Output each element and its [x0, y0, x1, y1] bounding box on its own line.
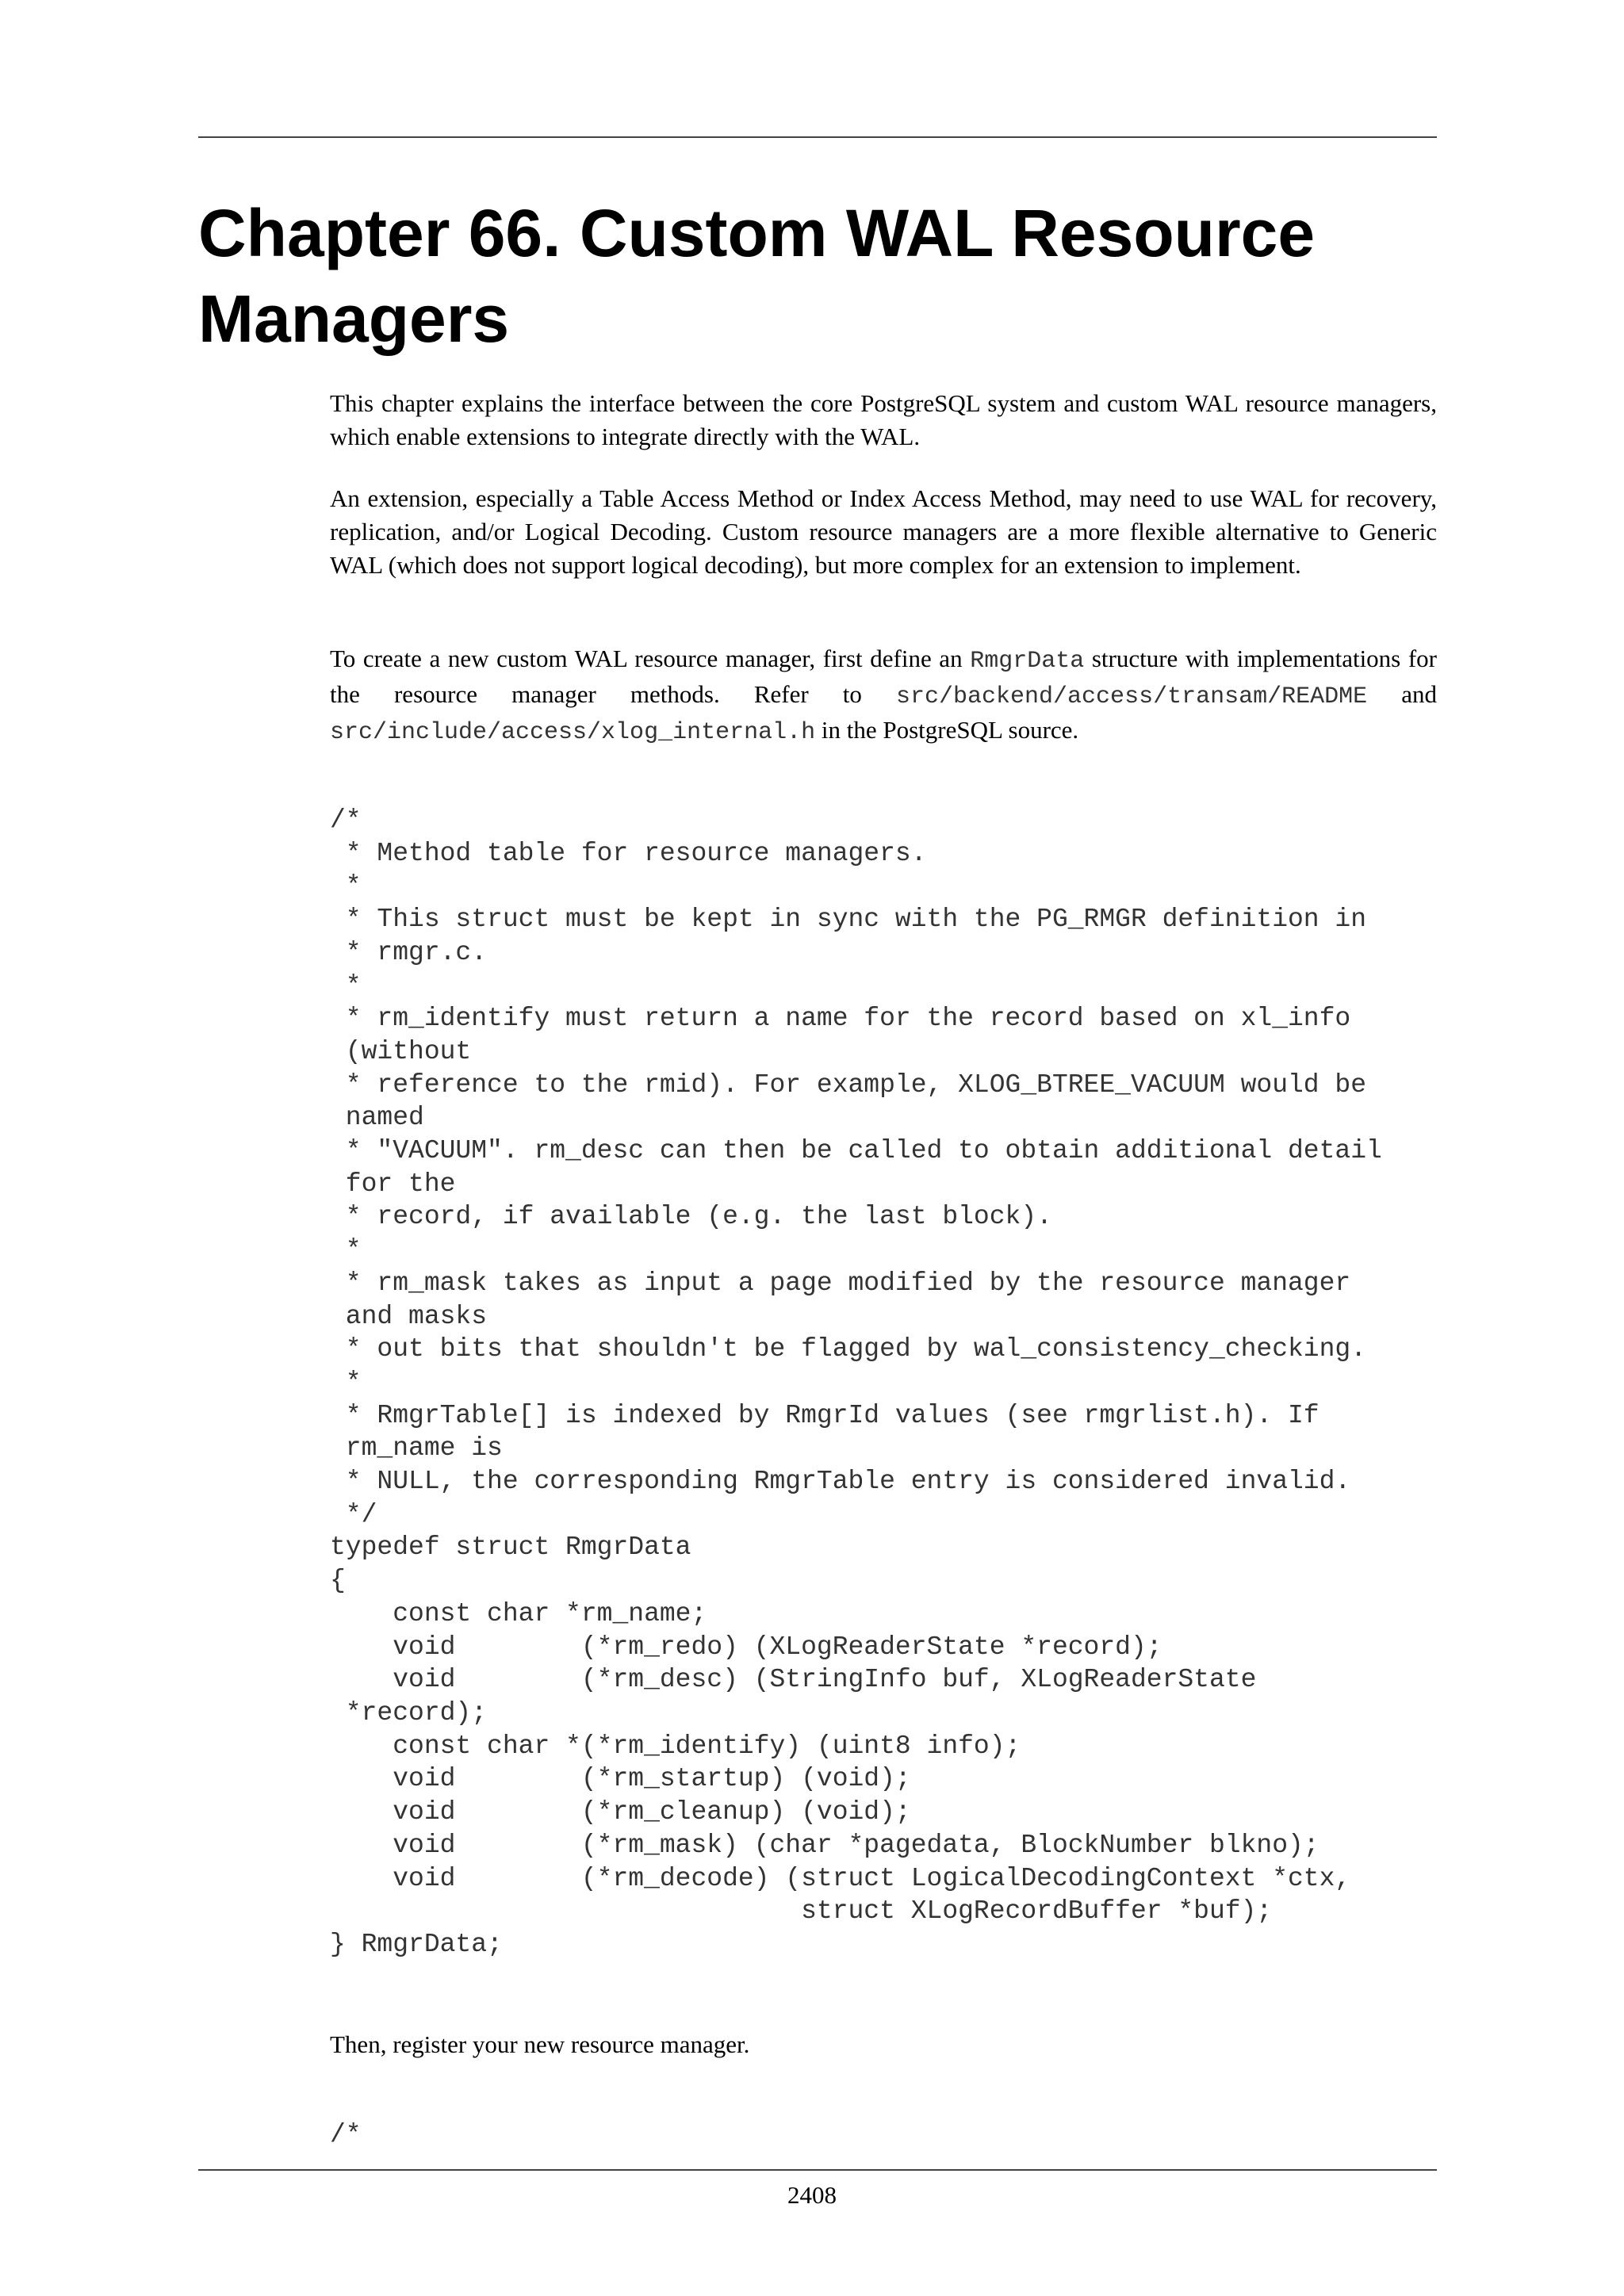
footer-rule: [198, 2169, 1437, 2171]
code-inline-readme-path: src/backend/access/transam/README: [896, 683, 1368, 710]
chapter-title: Chapter 66. Custom WAL Resource Managers: [198, 196, 1316, 356]
code-block-register: /*: [330, 2120, 362, 2149]
header-rule: [198, 136, 1437, 138]
paragraph-text: To create a new custom WAL resource manager, first define an: [330, 645, 971, 672]
code-block-rmgrdata: /* * Method table for resource managers. * * This struct must be kept in sync with the PG_RMGR definition in * rmgr.c. * * rm_identify must return a name for the record based on xl_info (without * reference to the rmid). For example, XLOG_BTREE_VACUUM would be named * "VACUUM". rm_desc can then be called to obtain additional detail for the * record, if available (e.g. the last block). * * rm_mask takes as input a page modified by the resource manager and masks * out bits that shouldn't be flagged by wal_consistency_checking. * * RmgrTable[] is indexed by RmgrId values (see rmgrlist.h). If rm_name is * NULL, the corresponding RmgrTable entry is considered invalid. */ typedef struct RmgrData { const char *rm_name; void (*rm_redo) (XLogReaderState *record); void (*rm_desc) (StringInfo buf, XLogReaderState *record); const char *(*rm_identify) (uint8 info); void (*rm_startup) (void); void (*rm_cleanup) (void); void (*rm_mask) (char *pagedata, BlockNumber blkno); void (*rm_decode) (struct LogicalDecodingContext *ctx, struct XLogRecordBuffer *buf); } RmgrData;: [330, 806, 1382, 1959]
intro-paragraph-2: An extension, especially a Table Access Method or Index Access Method, may need to use WAL for recovery, replication, and/or Logical Decoding. Custom resource managers are a more flexible alternative to Generic WAL (which does not support logical decoding), but more complex for an extension to implement.: [330, 484, 1437, 579]
paragraph-text: in the PostgreSQL source.: [815, 716, 1079, 744]
code-inline-header-path: src/include/access/xlog_internal.h: [330, 719, 816, 746]
code-inline-rmgrdata: RmgrData: [970, 648, 1085, 675]
paragraph-text: structure with implementations for the resource manager methods. Refer to: [330, 645, 1437, 708]
page-number: 2408: [787, 2181, 837, 2209]
paragraph-text: and: [1367, 680, 1437, 708]
intro-paragraph-1: This chapter explains the interface between the core PostgreSQL system and custom WAL resource managers, which enable extensions to integrate directly with the WAL.: [330, 389, 1437, 450]
after-code-paragraph: Then, register your new resource manager.: [330, 2030, 750, 2058]
intro-paragraph-3: [330, 642, 1437, 749]
